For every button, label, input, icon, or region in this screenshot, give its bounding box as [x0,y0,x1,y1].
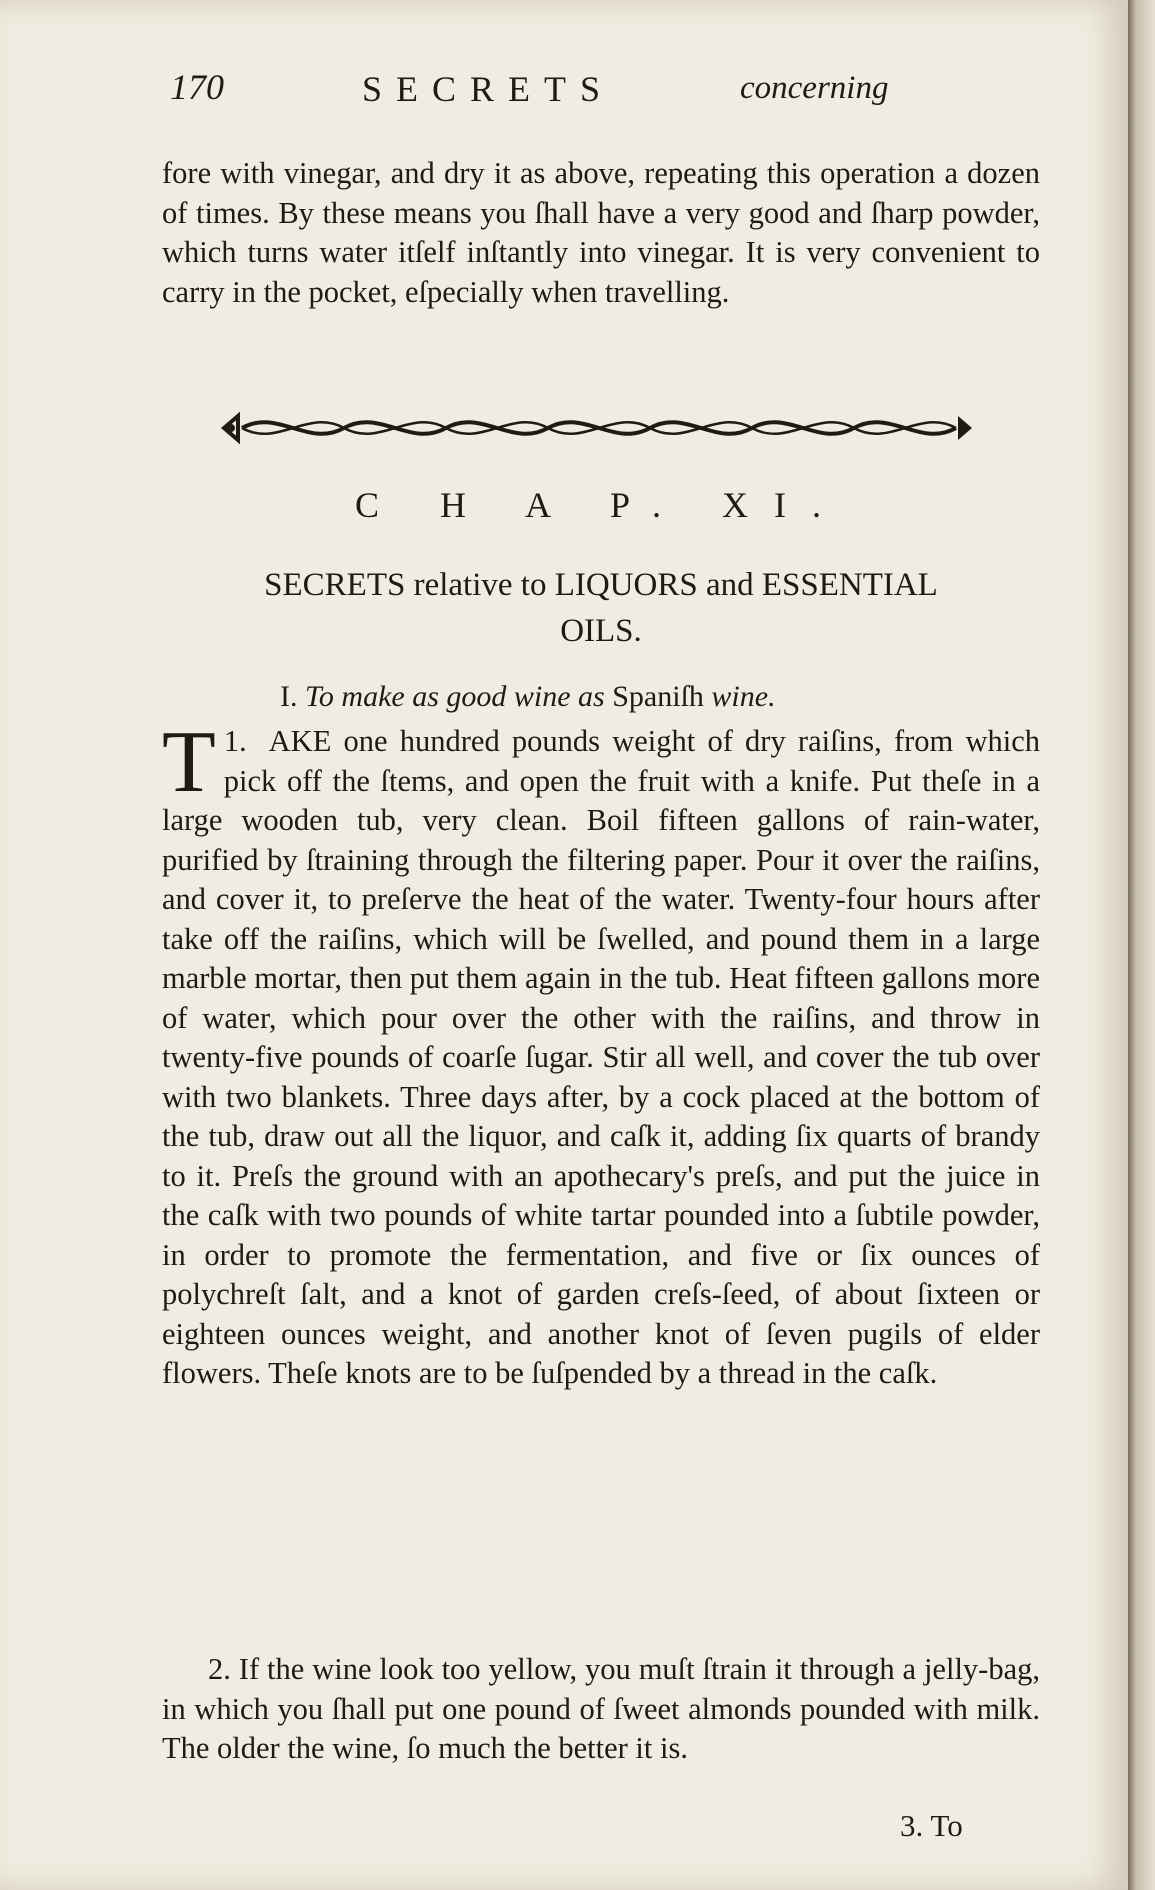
paragraph-1-text: AKE one hundred pounds weight of dry raiſins, from which pick off the ſtems, and open the fruit with a knife. Put theſe in a large wooden tub, very clean. Boil fifteen gallons of rain-water, purified by ſtraining through the filtering paper. Pour it over the raiſins, and cover it, to preſerve the heat of the water. Twenty-four hours after take off the raiſins, which will be ſwelled, and pound them in a large marble mortar, then put them again in the tub. Heat fifteen gallons more of water, which pour over the other with the raiſins, and throw in twenty-five pounds of coarſe ſugar. Stir all well, and cover the tub over with two blankets. Three days after, by a cock placed at the bottom of the tub, draw out all the liquor, and caſk it, adding ſix quarts of brandy to it. Preſs the ground with an apothecary's preſs, and put the juice in the caſk with two pounds of white tartar pounded into a ſubtile powder, in order to promote the fermentation, and five or ſix ounces of polychreſt ſalt, and a knot of garden creſs-ſeed, of about ſixteen or eighteen ounces weight, and another knot of ſeven pugils of elder flowers. Theſe knots are to be ſuſpended by a thread in the caſk. [162,724,1040,1390]
running-head [162,64,1040,124]
ornamental-divider [218,404,978,452]
drop-cap: T [162,714,216,811]
recipe-title [280,680,1040,714]
page-number: 170 [170,67,224,107]
recipe-title-italic-end: wine. [711,680,776,713]
paragraph-number: 1. [223,724,247,758]
recipe-title-roman: Spaniſh [612,680,704,713]
section-title-line2: OILS. [560,613,642,649]
section-title [162,562,1040,654]
running-head-title: SECRETS [362,69,615,109]
page-gutter-edge [1128,0,1155,1890]
section-title-line1: SECRETS relative to LIQUORS and ESSENTIAL [264,567,938,603]
recipe-paragraph-1 [162,714,1040,1394]
catchword: 3. To [900,1808,963,1843]
recipe-title-italic: To make as good wine as [305,680,605,713]
chapter-heading: C H A P. XI. [354,485,848,525]
running-head-subtitle: concerning [740,70,889,106]
continuation-paragraph: fore with vinegar, and dry it as above, repeating this operation a dozen of times. By these means you ſhall have a very good and ſharp powder, which turns water itſelf inſtantly into vinegar. It is very convenient to carry in the pocket, eſpecially when travelling. [162,156,1040,309]
recipe-paragraph-2: 2. If the wine look too yellow, you muſt ſtrain it through a jelly-bag, in which you ſhall put one pound of ſweet almonds pounded with milk. The older the wine, ſo much the better it is. [162,1652,1040,1765]
recipe-number: I. [280,680,298,713]
